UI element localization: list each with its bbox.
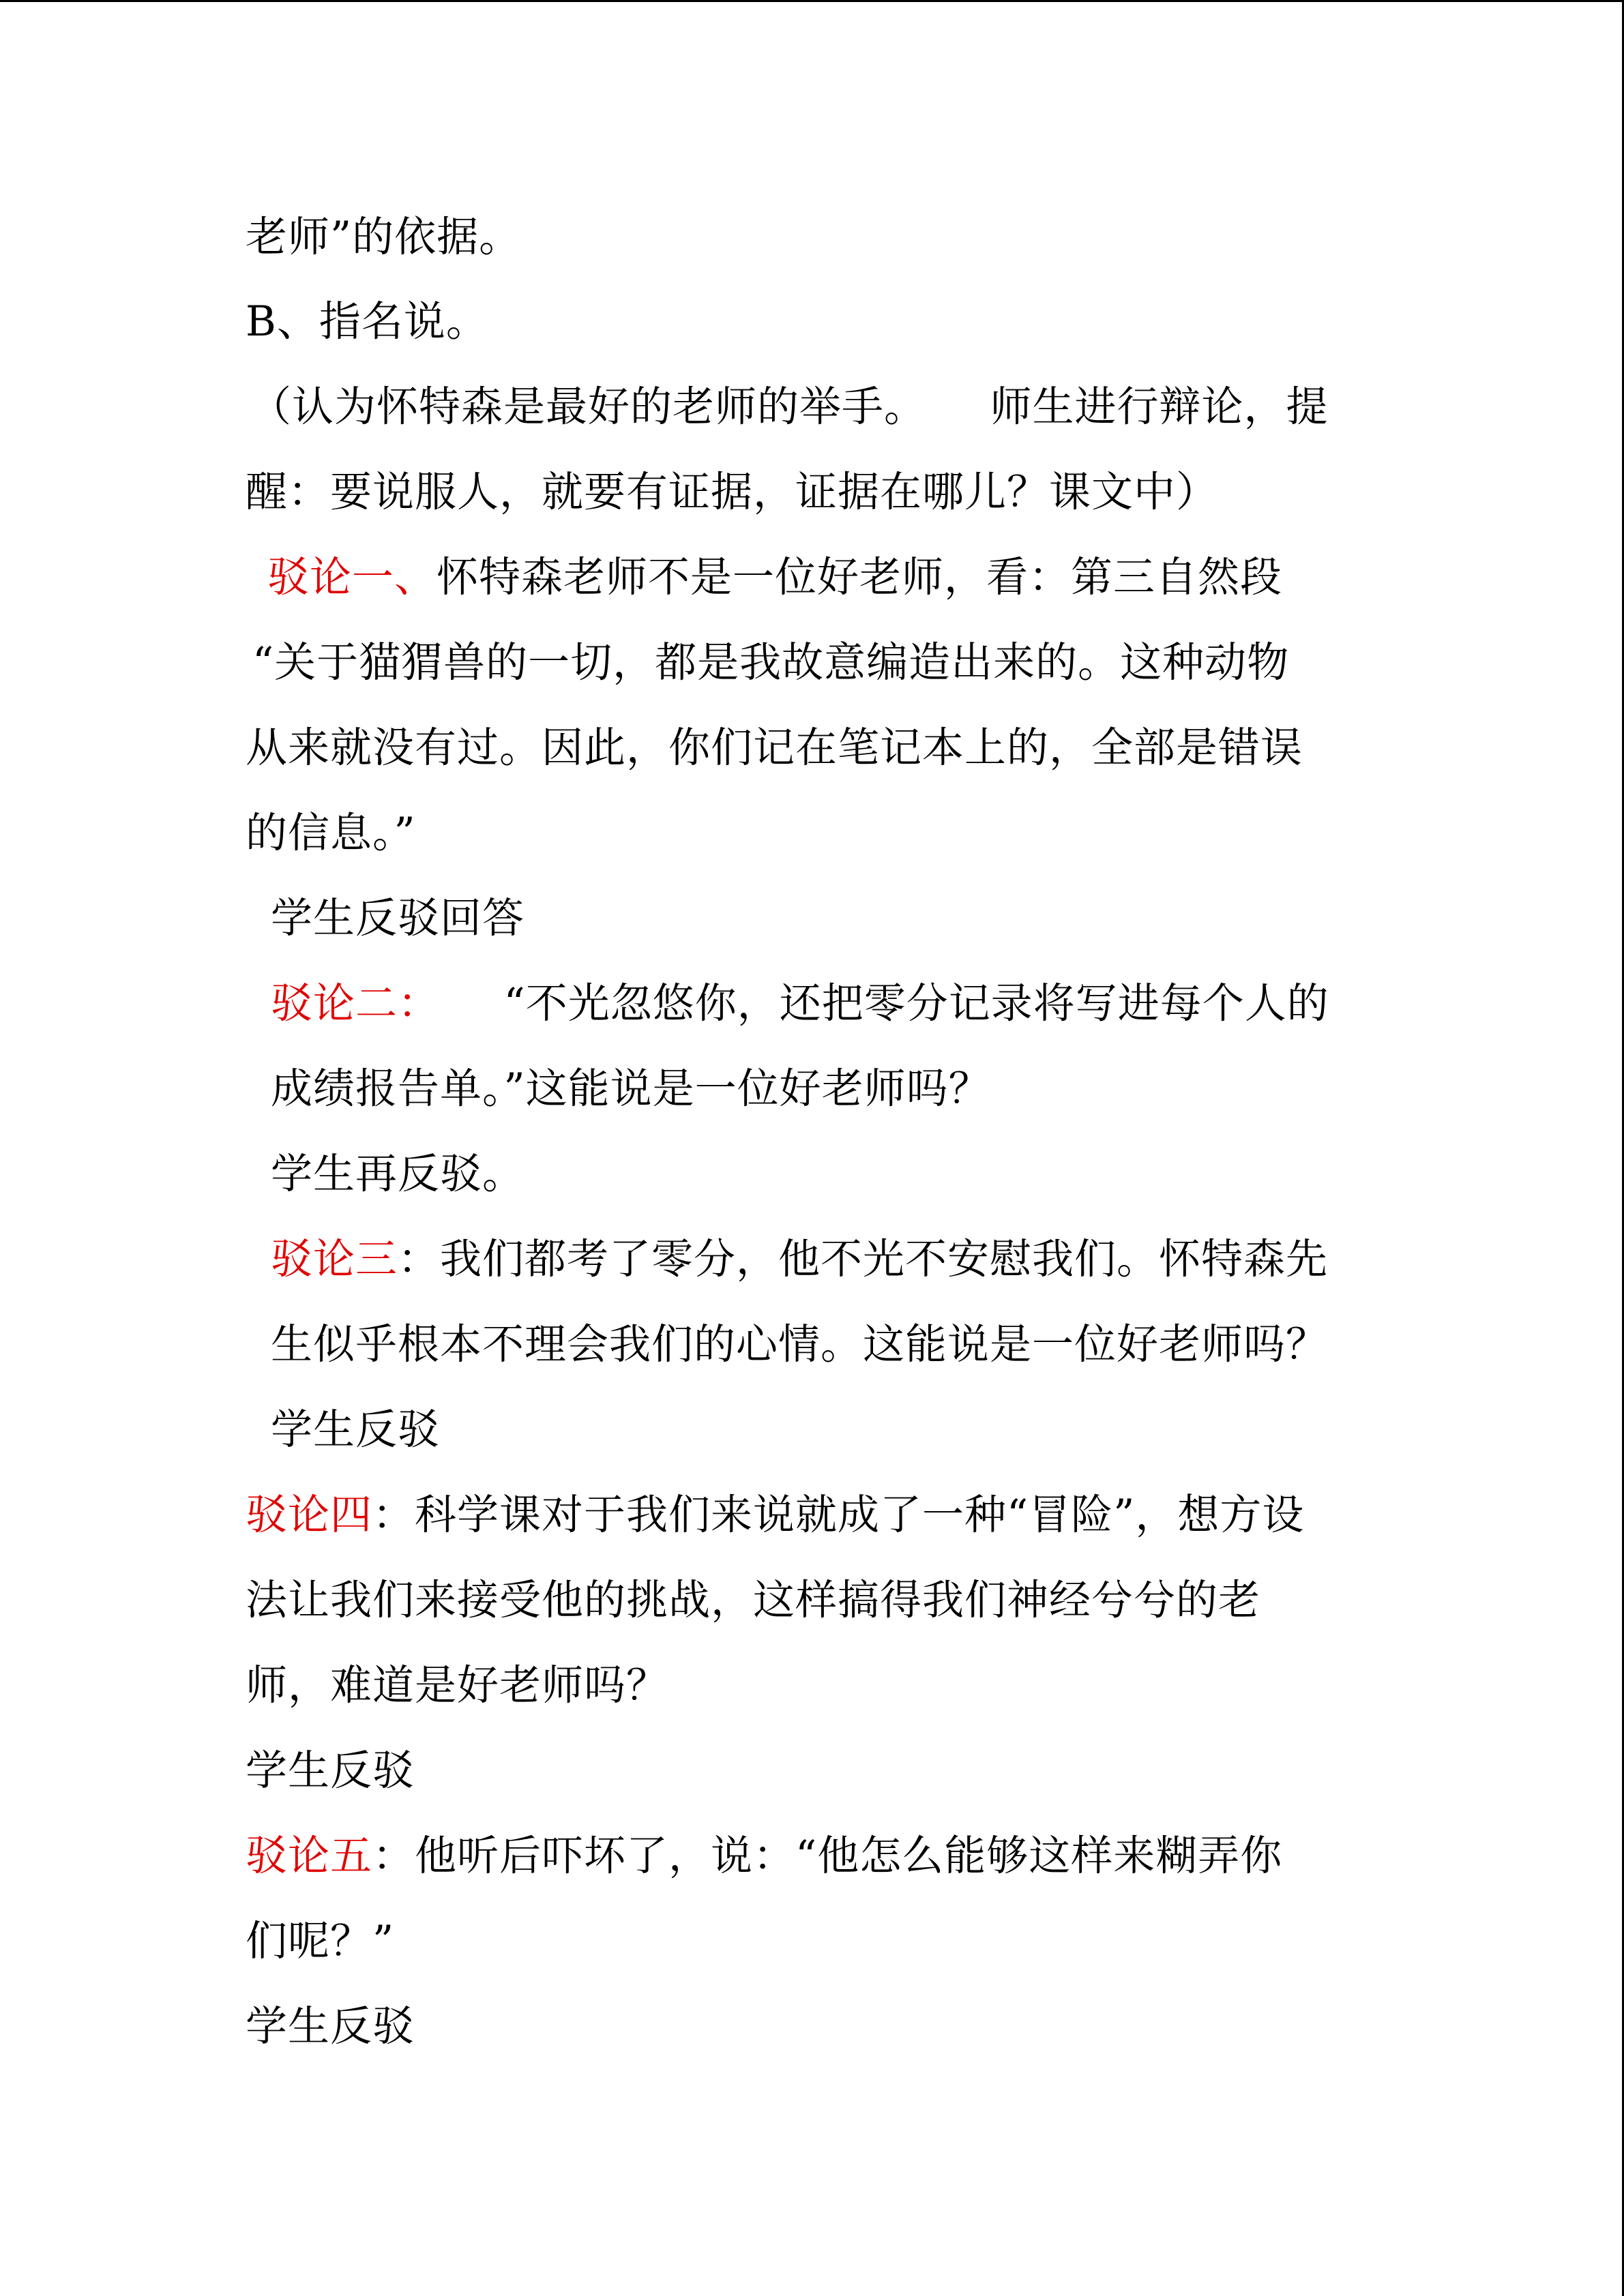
- document-line: “关于猫猬兽的一切，都是我故意编造出来的。这种动物: [252, 638, 1290, 687]
- document-line: 从来就没有过。因此，你们记在笔记本上的，全部是错误: [246, 724, 1303, 772]
- document-line: 学生再反驳。: [271, 1150, 525, 1198]
- document-line: 们呢？”: [246, 1917, 395, 1965]
- rebuttal-text: 怀特森老师不是一位好老师，看：第三自然段: [437, 553, 1283, 601]
- document-line: 老师”的依据。: [246, 213, 522, 261]
- rebuttal-text: ：我们都考了零分，他不光不安慰我们。怀特森先: [398, 1235, 1329, 1283]
- rebuttal-label: 驳论五: [246, 1832, 373, 1880]
- rebuttal-label: 驳论一、: [267, 553, 437, 601]
- rebuttal-label: 驳论二：: [271, 979, 419, 1028]
- rebuttal-text: “不光忽悠你，还把零分记录将写进每个人的: [419, 979, 1329, 1028]
- document-line: 生似乎根本不理会我们的心情。这能说是一位好老师吗？: [271, 1320, 1329, 1369]
- rebuttal-line: [246, 1488, 1304, 1542]
- page-top-border: [0, 0, 1624, 2]
- rebuttal-line: [271, 976, 1329, 1031]
- rebuttal-label: 驳论三: [271, 1235, 398, 1283]
- document-line: 师，难道是好老师吗？: [246, 1661, 669, 1710]
- rebuttal-label: 驳论四: [246, 1491, 373, 1539]
- document-line: 学生反驳回答: [271, 894, 525, 942]
- document-line: 学生反驳: [246, 2002, 415, 2051]
- rebuttal-text: ：他听后吓坏了，说：“他怎么能够这样来糊弄你: [372, 1832, 1283, 1880]
- rebuttal-text: ：科学课对于我们来说就成了一种“冒险”，想方设: [372, 1491, 1305, 1539]
- document-line: 法让我们来接受他的挑战，这样搞得我们神经兮兮的老: [246, 1576, 1261, 1624]
- document-line: 学生反驳: [271, 1405, 441, 1454]
- rebuttal-line: [267, 550, 1282, 605]
- rebuttal-line: [271, 1232, 1328, 1287]
- document-line: 学生反驳: [246, 1746, 415, 1795]
- document-line: B、指名说。: [246, 297, 488, 346]
- document-line: （认为怀特森是最好的老师的举手。 师生进行辩论，提: [250, 383, 1329, 431]
- document-line: 的信息。”: [246, 809, 416, 857]
- rebuttal-line: [246, 1829, 1282, 1883]
- document-line: 醒：要说服人，就要有证据，证据在哪儿？课文中）: [246, 468, 1219, 516]
- document-line: 成绩报告单。”这能说是一位好老师吗？: [271, 1064, 991, 1113]
